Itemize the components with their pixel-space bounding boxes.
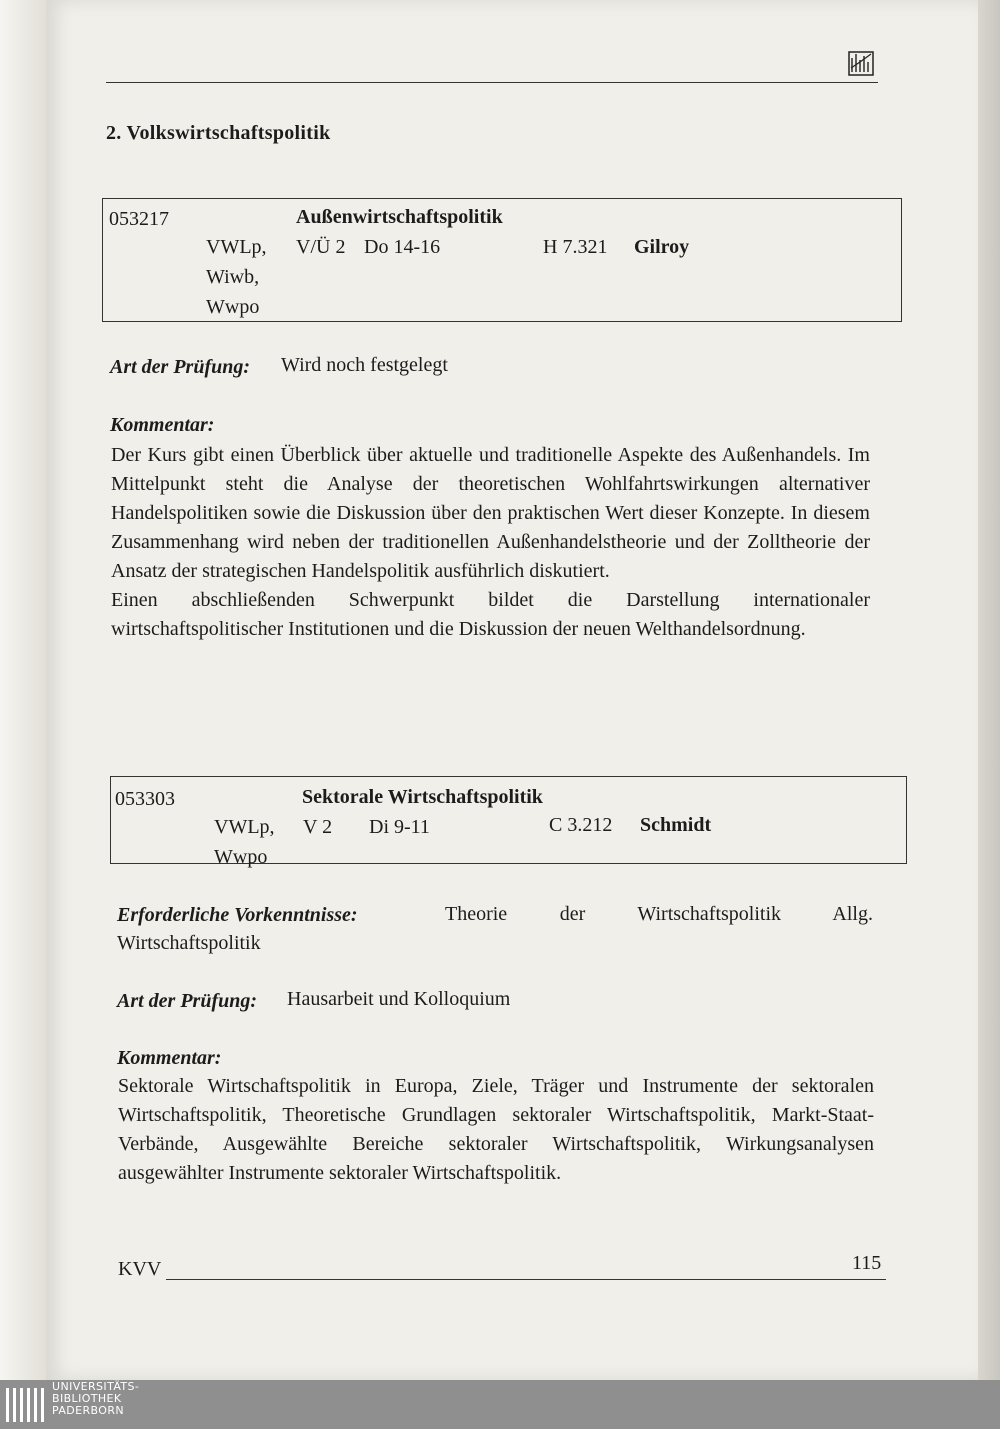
comment-text bbox=[111, 441, 870, 644]
course-program: VWLp, bbox=[206, 236, 267, 258]
course-type: V 2 bbox=[303, 816, 333, 838]
course-number: 053217 bbox=[109, 208, 169, 230]
comment-label: Kommentar: bbox=[117, 1047, 222, 1069]
library-name-line: BIBLIOTHEK bbox=[52, 1392, 122, 1405]
exam-label: Art der Prüfung: bbox=[110, 356, 251, 378]
course-number: 053303 bbox=[115, 788, 175, 810]
library-logo-icon bbox=[4, 1384, 48, 1426]
course-room: H 7.321 bbox=[543, 236, 608, 258]
page-number: 115 bbox=[852, 1252, 882, 1274]
section-title: 2. Volkswirtschaftspolitik bbox=[106, 122, 331, 144]
comment-label: Kommentar: bbox=[110, 414, 215, 436]
course-lecturer: Schmidt bbox=[640, 814, 712, 836]
course-room: C 3.212 bbox=[549, 814, 613, 836]
comment-paragraph: Sektorale Wirtschaftspolitik in Europa, Ziele, Träger und Instrumente der sektoralen Wirtschaftspolitik, Theoretische Grundlagen sektoraler Wirtschaftspolitik, Markt-Staat-Verbände, Ausgewählte Bereiche sektoraler Wirtschaftspolitik, Wirkungsanalysen ausgewählter Instrumente sektoraler Wirtschaftspolitik. bbox=[118, 1075, 874, 1184]
course-time: Di 9-11 bbox=[369, 816, 430, 838]
footer-rule bbox=[166, 1279, 886, 1280]
course-program: Wiwb, bbox=[206, 266, 260, 288]
header-rule bbox=[106, 82, 878, 83]
comment-paragraph: Einen abschließenden Schwerpunkt bildet die Darstellung internationaler wirtschaftspolitischer Institutionen und die Diskussion der neuen Welthandelsordnung. bbox=[111, 589, 870, 640]
comment-paragraph: Der Kurs gibt einen Überblick über aktuelle und traditionelle Aspekte des Außenhandels. Im Mittelpunkt steht die Analyse der theoretischen Wohlfahrtswirkungen alternativer Handelspolitiken sowie die Diskussion über den praktischen Wert dieser Konzepte. In diesem Zusammenhang wird neben der traditionellen Außenhandelstheorie und der Zolltheorie der Ansatz der strategischen Handelspolitik ausführlich diskutiert. bbox=[111, 444, 870, 582]
course-type: V/Ü 2 bbox=[296, 236, 346, 258]
page-left-margin bbox=[0, 0, 46, 1380]
exam-value: Wird noch festgelegt bbox=[281, 354, 448, 376]
library-name-line: UNIVERSITÄTS- bbox=[52, 1380, 140, 1393]
prereq-label: Erforderliche Vorkenntnisse: bbox=[117, 904, 358, 926]
comment-text bbox=[118, 1072, 874, 1188]
course-lecturer: Gilroy bbox=[634, 236, 690, 258]
library-name bbox=[52, 1381, 139, 1417]
publisher-logo-icon bbox=[848, 48, 874, 76]
course-title: Sektorale Wirtschaftspolitik bbox=[302, 786, 543, 808]
exam-label: Art der Prüfung: bbox=[117, 990, 258, 1012]
library-bar bbox=[0, 1380, 1000, 1429]
course-program: VWLp, bbox=[214, 816, 275, 838]
exam-value: Hausarbeit und Kolloquium bbox=[287, 988, 511, 1010]
course-program: Wwpo bbox=[206, 296, 260, 318]
prereq-value: Theorie der Wirtschaftspolitik Allg. Wirtschaftspolitik bbox=[117, 903, 873, 954]
library-name-line: PADERBORN bbox=[52, 1404, 125, 1417]
page-right-edge bbox=[978, 0, 1000, 1380]
course-title: Außenwirtschaftspolitik bbox=[296, 206, 503, 228]
course-program: Wwpo bbox=[214, 846, 268, 868]
footer-left: KVV bbox=[118, 1258, 162, 1280]
course-time: Do 14-16 bbox=[364, 236, 441, 258]
